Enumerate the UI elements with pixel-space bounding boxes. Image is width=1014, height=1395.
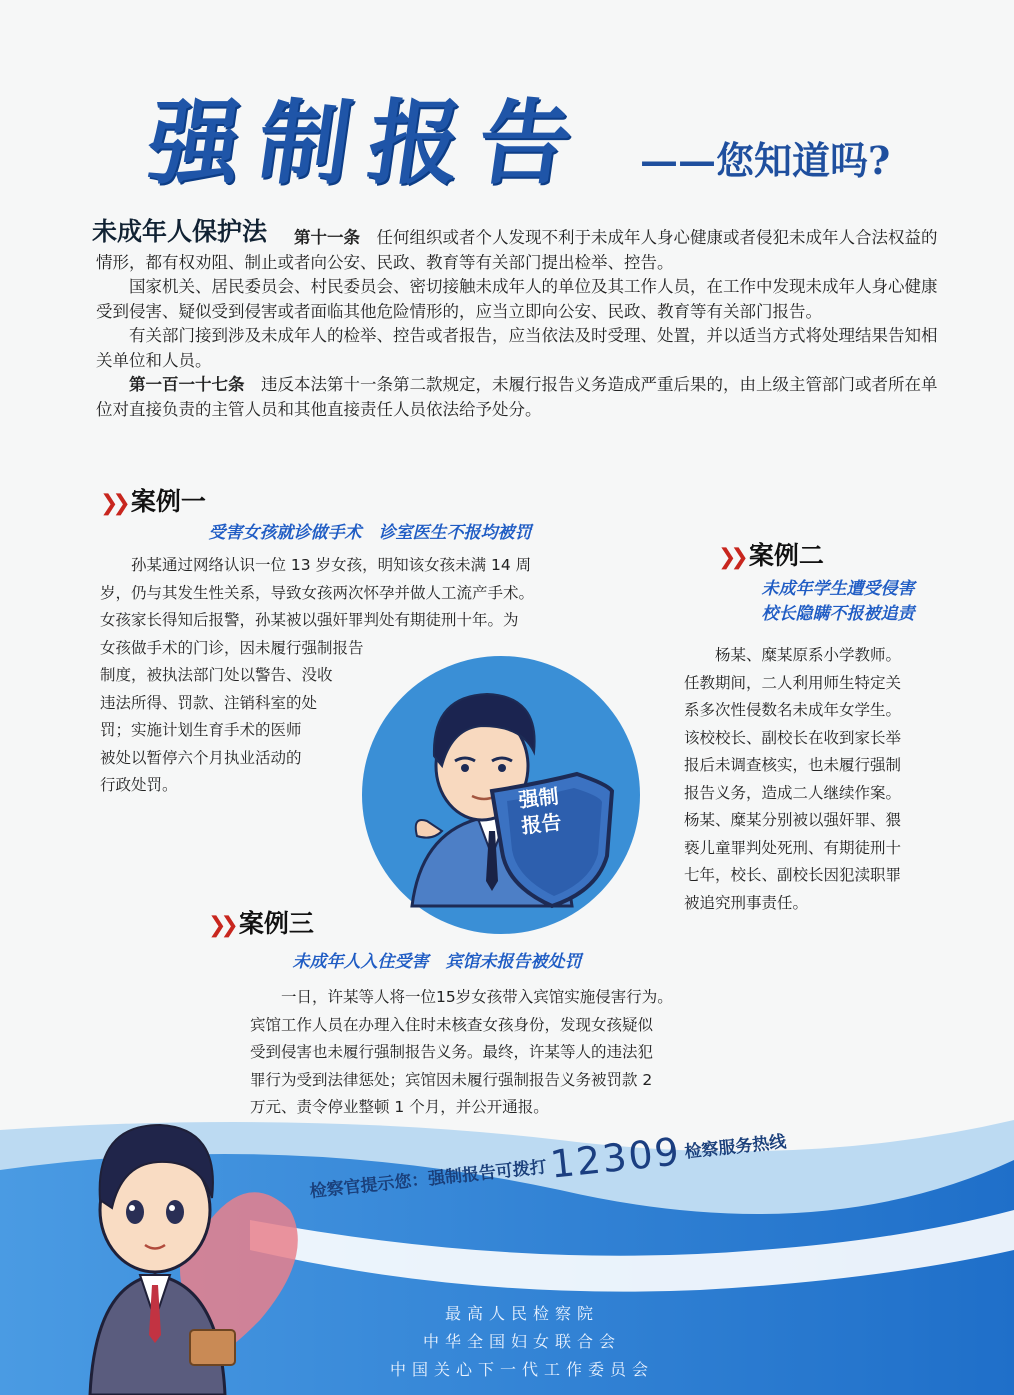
case2-line: 被追究刑事责任。 — [684, 893, 809, 912]
org-cncwc: 中国关心下一代工作委员会 — [389, 1360, 654, 1379]
case1-heading: ❯❯ 案例一 — [100, 487, 206, 516]
case1-line: 岁，仍与其发生性关系，导致女孩两次怀孕并做人工流产手术。 — [100, 583, 535, 602]
case2-line: 该校校长、副校长在收到家长举 — [684, 728, 902, 747]
cartoon-prosecutor — [60, 1080, 310, 1395]
law-text — [96, 226, 946, 422]
case2-line: 系多次性侵数名未成年女学生。 — [684, 701, 902, 719]
case3-line: 受到侵害也未履行强制报告义务。最终，许某等人的违法犯 — [250, 1043, 654, 1061]
hotline-banner: 检察官提示您：强制报告可拨打12309检察服务热线 — [308, 1129, 788, 1203]
chevron-icon: ❯❯ — [208, 913, 233, 938]
case1-line: 女孩家长得知后报警，孙某被以强奸罪判处有期徒刑十年。为 — [100, 611, 519, 629]
case2-heading: ❯❯ 案例二 — [718, 541, 824, 570]
org-acwf: 中华全国妇女联合会 — [422, 1332, 621, 1351]
article-117-label: 第一百一十七条 — [129, 375, 245, 394]
hotline-number: 12309 — [548, 1129, 683, 1187]
organizations — [372, 1300, 672, 1384]
poster-title: 强制报告 — [141, 89, 597, 197]
case2-line: 七年，校长、副校长因犯渎职罪 — [684, 866, 902, 884]
case1-line: 女孩做手术的门诊，因未履行强制报告 — [100, 638, 364, 657]
case2-body — [684, 642, 901, 917]
case1-subtitle: 受害女孩就诊做手术 诊室医生不报均被罚 — [208, 523, 532, 543]
article-117-text: 违反本法第十一条第二款规定，未履行报告义务造成严重后果的，由上级主管部门或者所在单位对直接负责的主管人员和其他直接责任人员依法给予处分。 — [96, 375, 938, 419]
case1-line: 制度，被执法部门处以警告、没收 — [100, 666, 333, 684]
chevron-icon: ❯❯ — [100, 491, 125, 516]
shield-label: 强制 报告 — [517, 784, 563, 838]
law-para-3: 有关部门接到涉及未成年人的检举、控告或者报告，应当依法及时受理、处置，并以适当方式将处理结果告知相关单位和人员。 — [96, 326, 938, 370]
poster-subtitle: ——您知道吗? — [640, 138, 891, 183]
case1-line: 孙某通过网络认识一位 13 岁女孩，明知该女孩未满 14 周 — [131, 556, 532, 574]
case2-line: 亵儿童罪判处死刑、有期徒刑十 — [684, 838, 902, 857]
case3-subtitle: 未成年人入住受害 宾馆未报告被处罚 — [292, 952, 582, 972]
case3-line: 罪行为受到法律惩处；宾馆因未履行强制报告义务被罚款 2 — [250, 1070, 653, 1089]
article-11-text: 任何组织或者个人发现不利于未成年人身心健康或者侵犯未成年人合法权益的情形，都有权劝阻、制止或者向公安、民政、教育等有关部门提出检举、控告。 — [96, 228, 938, 272]
article-11-label: 第十一条 — [294, 228, 360, 247]
case1-line: 行政处罚。 — [100, 776, 178, 794]
case2-line: 杨某、糜某原系小学教师。 — [715, 646, 902, 664]
chevron-icon: ❯❯ — [718, 545, 743, 570]
case3-line: 一日，许某等人将一位15岁女孩带入宾馆实施侵害行为。 — [281, 988, 673, 1006]
case1-line: 被处以暂停六个月执业活动的 — [100, 748, 302, 767]
article-117 — [96, 373, 946, 422]
law-para-2: 国家机关、居民委员会、村民委员会、密切接触未成年人的单位及其工作人员，在工作中发现未成年人身心健康受到侵害、疑似受到侵害或者面临其他危险情形的，应当立即向公安、民政、教育等有关部门报告。 — [96, 277, 938, 321]
case2-line: 报后未调查核实，也未履行强制 — [684, 756, 902, 774]
case2-subtitle: 未成年学生遭受侵害 校长隐瞒不报被追责 — [761, 579, 915, 624]
case3-heading: ❯❯ 案例三 — [208, 909, 314, 938]
case3-line: 宾馆工作人员在办理入住时未核查女孩身份，发现女孩疑似 — [250, 1015, 654, 1034]
case3-line: 万元、责令停业整顿 1 个月，并公开通报。 — [250, 1098, 549, 1116]
article-11 — [96, 226, 946, 275]
case2-line: 报告义务，造成二人继续作案。 — [684, 783, 902, 802]
org-spp: 最高人民检察院 — [444, 1304, 599, 1323]
case2-line: 杨某、糜某分别被以强奸罪、猥 — [684, 811, 902, 829]
law-name: 未成年人保护法 — [92, 217, 268, 246]
case1-line: 违法所得、罚款、注销科室的处 — [100, 693, 318, 712]
case2-line: 任教期间，二人利用师生特定关 — [684, 673, 902, 692]
case1-line: 罚；实施计划生育手术的医师 — [100, 721, 302, 739]
